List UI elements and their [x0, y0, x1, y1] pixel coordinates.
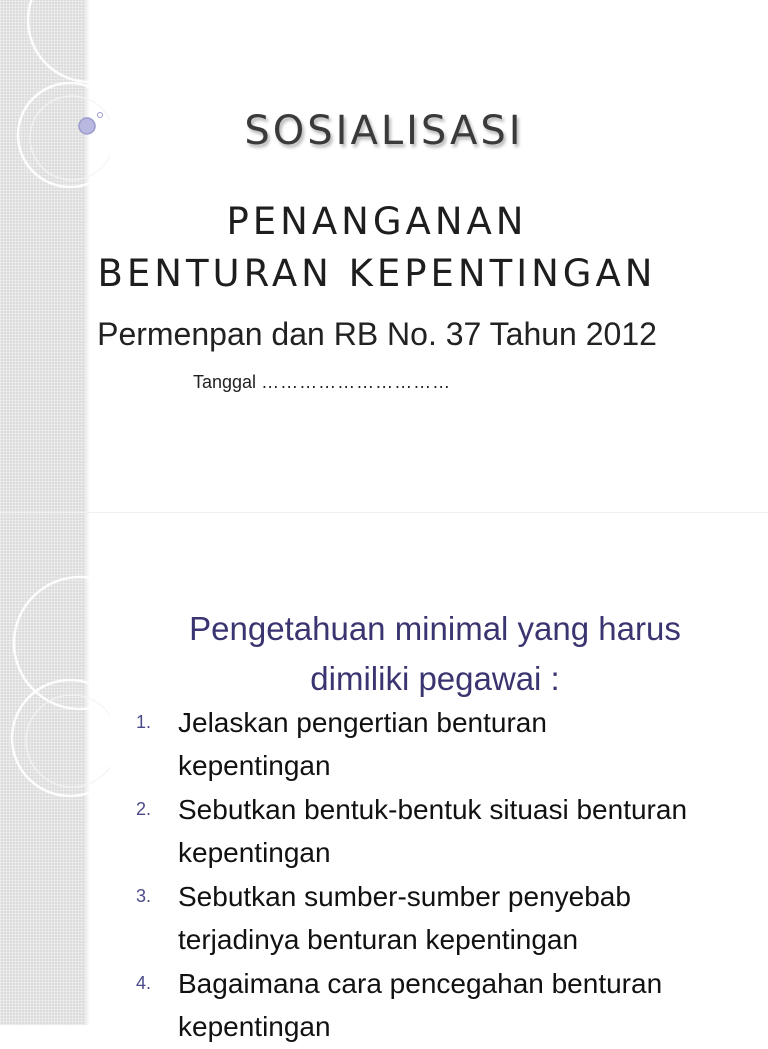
subtitle-line-1: PENANGANAN — [226, 200, 528, 243]
list-number: 4. — [136, 973, 152, 993]
regulation-reference: Permenpan dan RB No. 37 Tahun 2012 — [97, 316, 657, 352]
list-item-line-1: Bagaimana cara pencegahan benturan — [178, 968, 663, 999]
list-item — [120, 875, 760, 961]
section-heading-line-1: Pengetahuan minimal yang harus — [189, 610, 681, 647]
list-item — [120, 788, 760, 874]
list-item-line-2: terjadinya benturan kepentingan — [178, 924, 579, 955]
section-heading-line-2: dimiliki pegawai : — [310, 660, 560, 697]
list-item — [120, 962, 760, 1048]
list-item — [120, 701, 760, 787]
date-line — [193, 372, 451, 393]
subtitle-line-2: BENTURAN KEPENTINGAN — [97, 252, 657, 295]
list-item-line-1: Jelaskan pengertian benturan — [178, 707, 547, 738]
slide-title: SOSIALISASI — [244, 108, 524, 154]
date-label: Tanggal — [193, 372, 257, 392]
title-slide — [0, 0, 768, 512]
circle-ornament-icon — [0, 513, 110, 1025]
list-item-line-1: Sebutkan sumber-sumber penyebab — [178, 881, 631, 912]
list-number: 3. — [136, 886, 152, 906]
list-item-line-2: kepentingan — [178, 837, 331, 868]
list-number: 1. — [136, 712, 152, 732]
list-item-line-1: Sebutkan bentuk-bentuk situasi benturan — [178, 794, 688, 825]
list-item-line-2: kepentingan — [178, 750, 331, 781]
knowledge-list — [120, 701, 760, 1049]
list-number: 2. — [136, 799, 152, 819]
list-item-line-2: kepentingan — [178, 1011, 331, 1042]
date-placeholder: ………………………… — [261, 372, 452, 392]
